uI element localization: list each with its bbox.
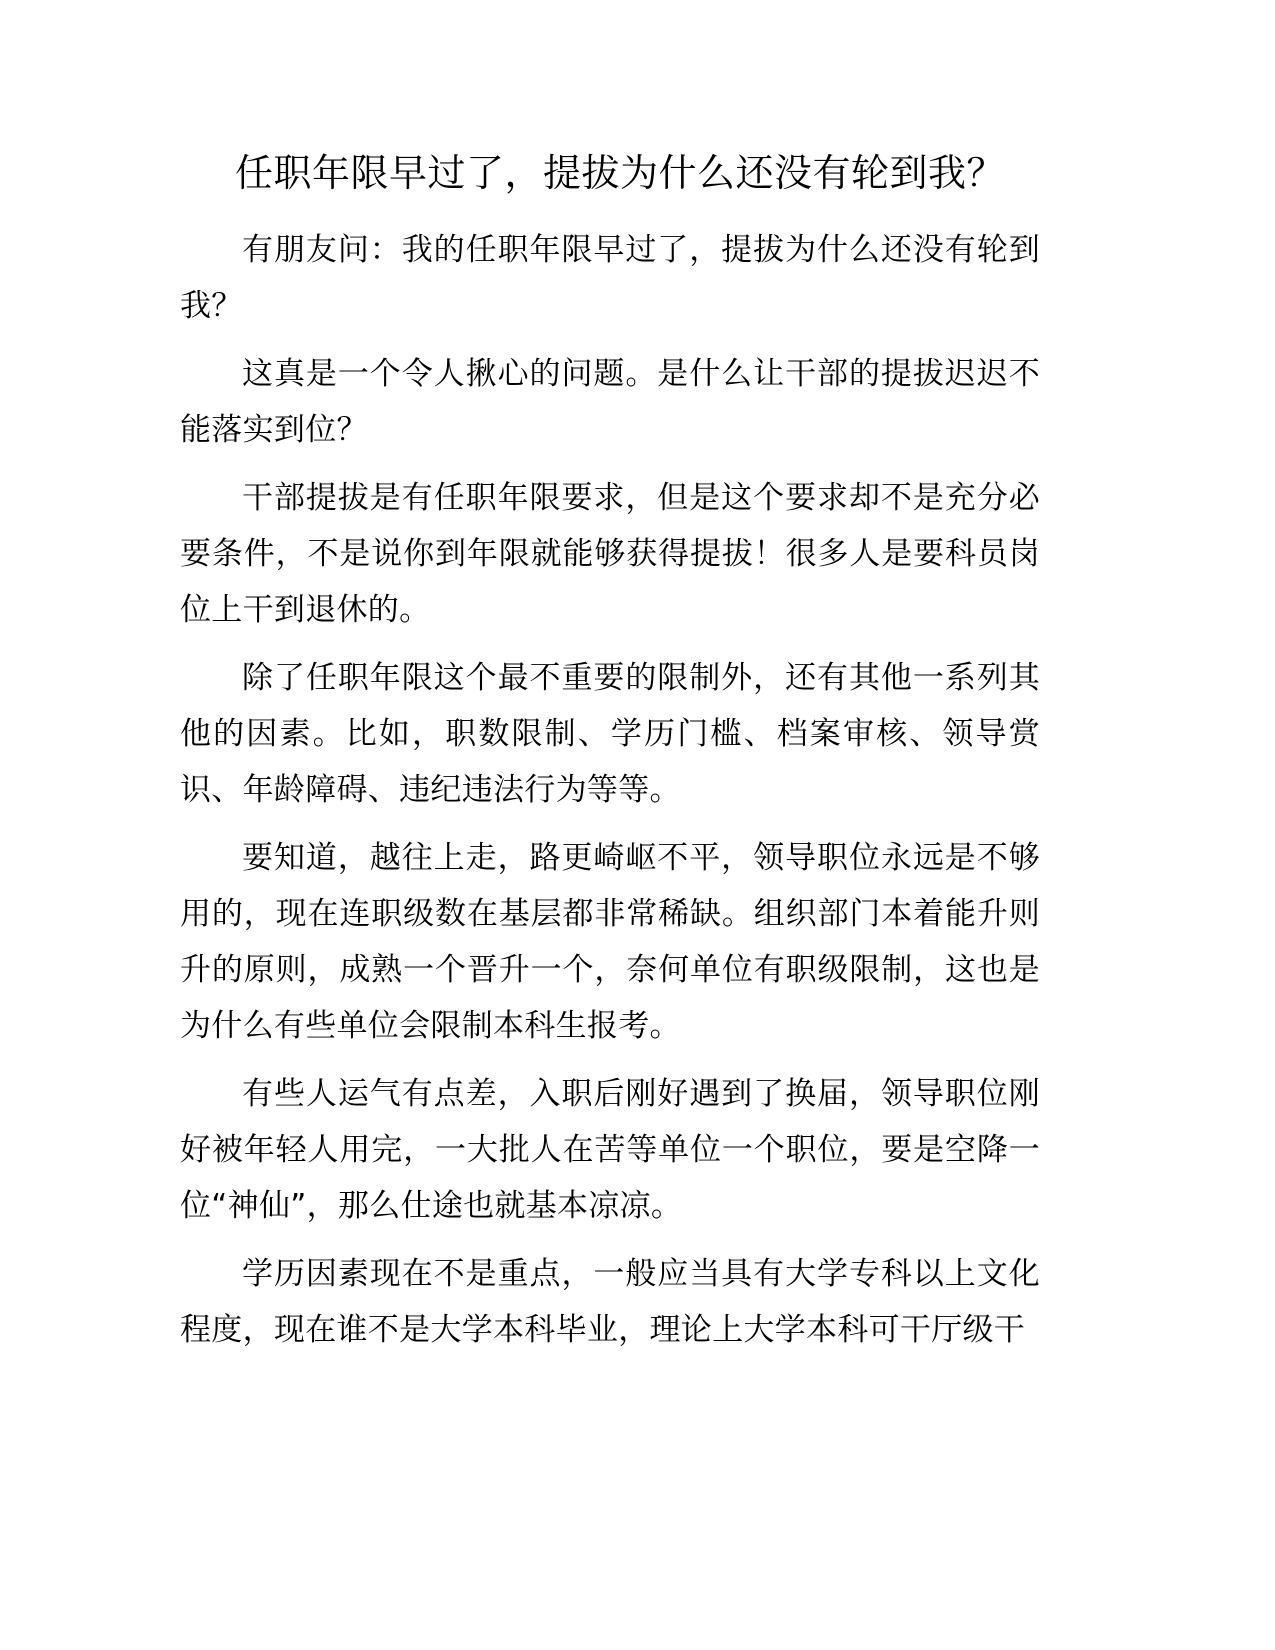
paragraph-3: 干部提拔是有任职年限要求，但是这个要求却不是充分必要条件，不是说你到年限就能够获得提拔！很多人是要科员岗位上干到退休的。 <box>180 480 1040 628</box>
paragraph-7: 学历因素现在不是重点，一般应当具有大学专科以上文化程度，现在谁不是大学本科毕业，理论上大学本科可干厅级干 <box>180 1256 1040 1348</box>
paragraph-6: 有些人运气有点差，入职后刚好遇到了换届，领导职位刚好被年轻人用完，一大批人在苦等单位一个职位，要是空降一位“神仙”，那么仕途也就基本凉凉。 <box>180 1076 1040 1224</box>
paragraph-5: 要知道，越往上走，路更崎岖不平，领导职位永远是不够用的，现在连职级数在基层都非常稀缺。组织部门本着能升则升的原则，成熟一个晋升一个，奈何单位有职级限制，这也是为什么有些单位会限制本科生报考。 <box>180 840 1040 1044</box>
paragraph-4: 除了任职年限这个最不重要的限制外，还有其他一系列其他的因素。比如，职数限制、学历门槛、档案审核、领导赏识、年龄障碍、违纪违法行为等等。 <box>180 660 1040 808</box>
paragraph-2: 这真是一个令人揪心的问题。是什么让干部的提拔迟迟不能落实到位？ <box>180 356 1040 448</box>
paragraph-1: 有朋友问：我的任职年限早过了，提拔为什么还没有轮到我？ <box>180 232 1040 324</box>
document-title: 任职年限早过了，提拔为什么还没有轮到我？ <box>234 151 1005 195</box>
document-body <box>180 222 1040 1370</box>
